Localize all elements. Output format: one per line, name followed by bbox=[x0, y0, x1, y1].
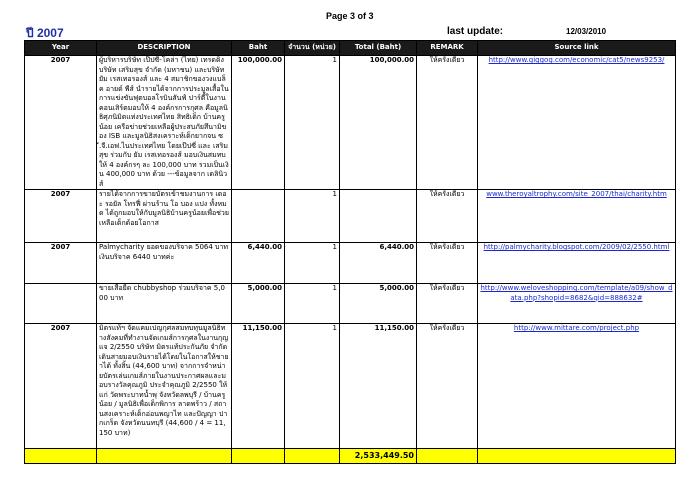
header-row bbox=[25, 41, 676, 56]
last-update-date: 12/03/2010 bbox=[566, 27, 607, 36]
source-link[interactable]: http://palmycharity.blogspot.com/2009/02/2550.html bbox=[478, 243, 676, 284]
year-cell: 2007 bbox=[25, 190, 97, 243]
total-empty-cell bbox=[25, 449, 97, 464]
total-cell: 11,150.00 bbox=[340, 324, 417, 449]
page-number: Page 3 of 3 bbox=[326, 11, 374, 21]
col-header-total: Total (Baht) bbox=[340, 41, 417, 56]
total-empty-cell bbox=[285, 449, 340, 464]
qty-cell: 1 bbox=[285, 243, 340, 284]
grand-total-row bbox=[25, 449, 676, 464]
last-update-label: last update: bbox=[447, 26, 504, 37]
total-empty-cell bbox=[478, 449, 676, 464]
table-row bbox=[25, 243, 676, 284]
qty-cell: 1 bbox=[285, 284, 340, 324]
remark-cell: ให้ครั้งเดียว bbox=[417, 56, 478, 190]
description-cell: มิตรแท้ฯ จัดแคมเปญกุศลสมทบทุนมูลนิธิทางสังคมที่ทำงานจัดเกมส์การกุศลในงานกุญแจ 2/2550 บริษัท มิตรแท้ประกันภัย จำกัด เดินสายมอบเงินรายได้โดยในโอกาสให้ชายาได้ ทั้งสิ้น (44,600 บาท) จากการจำหน่ายบัตรเล่นเกมส์ภายในงานประกาศผลและมอบรางวัลคุณภูมิ ประจำคุณภูมิ 2/2550 ให้แก่ วัดพระบาทน้ำพุ จังหวัดลพบุรี / บ้านครูน้อย / มูลนิธิเพื่อเด็กพิการ ลาดพร้าว / สถานสงเคราะห์เด็กอ่อนพญาไท และปัญญา ปากเกร็ด จังหวัดนนทบุรี (44,600 / 4 = 11,150 บาท) bbox=[97, 324, 232, 449]
baht-cell: 100,000.00 bbox=[232, 56, 285, 190]
table-row bbox=[25, 284, 676, 324]
qty-cell: 1 bbox=[285, 324, 340, 449]
table-row bbox=[25, 190, 676, 243]
source-link[interactable]: http://www.giggog.com/economic/cat5/news9253/ bbox=[478, 56, 676, 190]
baht-cell: 6,440.00 bbox=[232, 243, 285, 284]
baht-cell bbox=[232, 190, 285, 243]
total-cell: 5,000.00 bbox=[340, 284, 417, 324]
baht-cell: 11,150.00 bbox=[232, 324, 285, 449]
year-cell: 2007 bbox=[25, 324, 97, 449]
col-header-description: DESCRIPTION bbox=[97, 41, 232, 56]
total-cell: 6,440.00 bbox=[340, 243, 417, 284]
remark-cell: ให้ครั้งเดียว bbox=[417, 324, 478, 449]
total-empty-cell bbox=[97, 449, 232, 464]
source-link[interactable]: www.theroyaltrophy.com/site_2007/thai/charity.htm bbox=[478, 190, 676, 243]
description-cell: รายได้จากการขายบัตรเข้าชมงานการ เดอะ รอยัล โทรฟี่ ผ่านร้าน โอ บอง แปง ทั้งหมด ได้ถูกมอบให้กับมูลนิธิบ้านครูน้อยเพื่อช่วยเหลือเด็กด้อยโอกาส bbox=[97, 190, 232, 243]
year-cell: 2007 bbox=[25, 243, 97, 284]
qty-cell: 1 bbox=[285, 56, 340, 190]
table-row bbox=[25, 56, 676, 190]
total-cell: 100,000.00 bbox=[340, 56, 417, 190]
year-cell bbox=[25, 284, 97, 324]
year-title: ปี 2007 bbox=[26, 26, 64, 40]
baht-cell: 5,000.00 bbox=[232, 284, 285, 324]
description-cell: ขายเสื้อยืด chubbyshop ร่วมบริจาค 5,000 บาท bbox=[97, 284, 232, 324]
col-header-source-link: Source link bbox=[478, 41, 676, 56]
total-empty-cell bbox=[417, 449, 478, 464]
col-header-qty: จำนวน (หน่วย) bbox=[285, 41, 340, 56]
source-link[interactable]: http://www.mittare.com/project.php bbox=[478, 324, 676, 449]
col-header-baht: Baht bbox=[232, 41, 285, 56]
table-row bbox=[25, 324, 676, 449]
total-cell bbox=[340, 190, 417, 243]
description-cell: ผู้บริหารบริษัท เป๊ปซี่-โคล่า (ไทย) เทรดดิ้ง บริษัท เสริมสุข จำกัด (มหาชน) และบริษัท ยัม เรสเทอรองส์ และ 4 สมาชิกของวงแบล็ค อายด์ พีส์ นำรายได้จากการประมูลเสื้อในการแข่งขันฟุตบอลโรบินสันฟ์ ปาร์ตี้ในงานคอนเสิร์ตมอบให้ 4 องค์กรการกุศล คือมูลนิธิศุภนิมิตแห่งประเทศไทย สิทธิเด็ก บ้านครูน้อย เครือข่ายช่วยเหลือผู้ประสบภัยสึนามิของ ISB และมูลนิธิสงเคราะห์เด็กยากจน ซี.จี.เอฟ.ไนประเทศไทย โดยเป๊ปซี่ และ เสริมสุข ร่วมกับ ยัม เรสเทอรองส์ มอบเงินสมทบให้ 4 องค์กรๆ ละ 100,000 บาท รวมเป็นเงิน 400,000 บาท ด้วย ---ข้อมูลจาก เดลินิวส์ bbox=[97, 56, 232, 190]
remark-cell: ให้ครั้งเดียว bbox=[417, 243, 478, 284]
col-header-year: Year bbox=[25, 41, 97, 56]
description-cell: Palmycharity ยอดของบริจาค 5064 บาท เงินบริจาค 6440 บาทค่ะ bbox=[97, 243, 232, 284]
grand-total-value: 2,533,449.50 bbox=[340, 449, 417, 464]
col-header-remark: REMARK bbox=[417, 41, 478, 56]
donation-table bbox=[24, 40, 676, 464]
source-link[interactable]: http://www.weloveshopping.com/template/a09/show_data.php?shopid=8682&qid=888632# bbox=[478, 284, 676, 324]
remark-cell: ให้ครั้งเดียว bbox=[417, 284, 478, 324]
remark-cell: ให้ครั้งเดียว bbox=[417, 190, 478, 243]
total-empty-cell bbox=[232, 449, 285, 464]
qty-cell: 1 bbox=[285, 190, 340, 243]
year-cell: 2007 bbox=[25, 56, 97, 190]
